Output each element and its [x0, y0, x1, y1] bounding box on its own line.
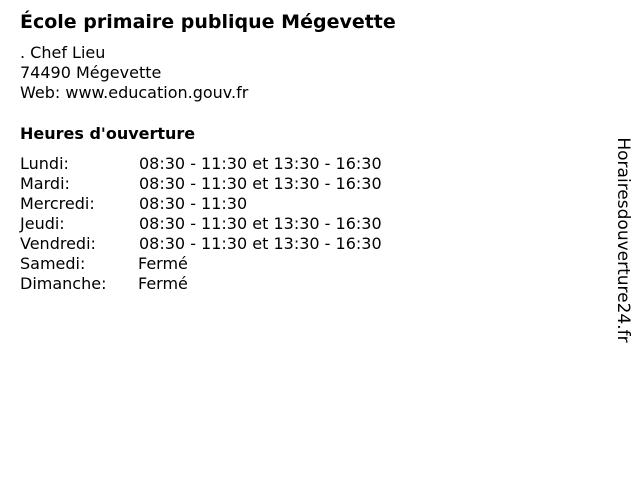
hours-row-jeudi — [20, 214, 440, 234]
address-street: . Chef Lieu — [20, 43, 106, 62]
hours-table — [20, 154, 440, 294]
hours-day: Mardi: — [20, 174, 70, 193]
hours-row-dimanche — [20, 274, 440, 294]
site-watermark: Horairesdouverture24.fr — [613, 137, 633, 343]
hours-row-lundi — [20, 154, 440, 174]
hours-day: Lundi: — [20, 154, 69, 173]
hours-row-samedi — [20, 254, 440, 274]
hours-row-mardi — [20, 174, 440, 194]
hours-time: 08:30 - 11:30 et 13:30 - 16:30 — [139, 214, 382, 233]
hours-time: 08:30 - 11:30 et 13:30 - 16:30 — [139, 234, 382, 253]
hours-row-mercredi — [20, 194, 440, 214]
website-link[interactable]: Web: www.education.gouv.fr — [20, 83, 249, 102]
hours-day: Mercredi: — [20, 194, 95, 213]
hours-row-vendredi — [20, 234, 440, 254]
hours-day: Jeudi: — [20, 214, 65, 233]
hours-heading: Heures d'ouverture — [20, 124, 196, 143]
address-block — [20, 43, 248, 103]
hours-time: 08:30 - 11:30 — [139, 194, 248, 213]
hours-time: Fermé — [138, 254, 188, 273]
hours-day: Samedi: — [20, 254, 86, 273]
hours-time: 08:30 - 11:30 et 13:30 - 16:30 — [139, 174, 382, 193]
hours-time: 08:30 - 11:30 et 13:30 - 16:30 — [139, 154, 382, 173]
school-title: École primaire publique Mégevette — [20, 11, 396, 33]
address-city: 74490 Mégevette — [20, 63, 162, 82]
hours-day: Dimanche: — [20, 274, 107, 293]
hours-time: Fermé — [138, 274, 188, 293]
hours-day: Vendredi: — [20, 234, 96, 253]
